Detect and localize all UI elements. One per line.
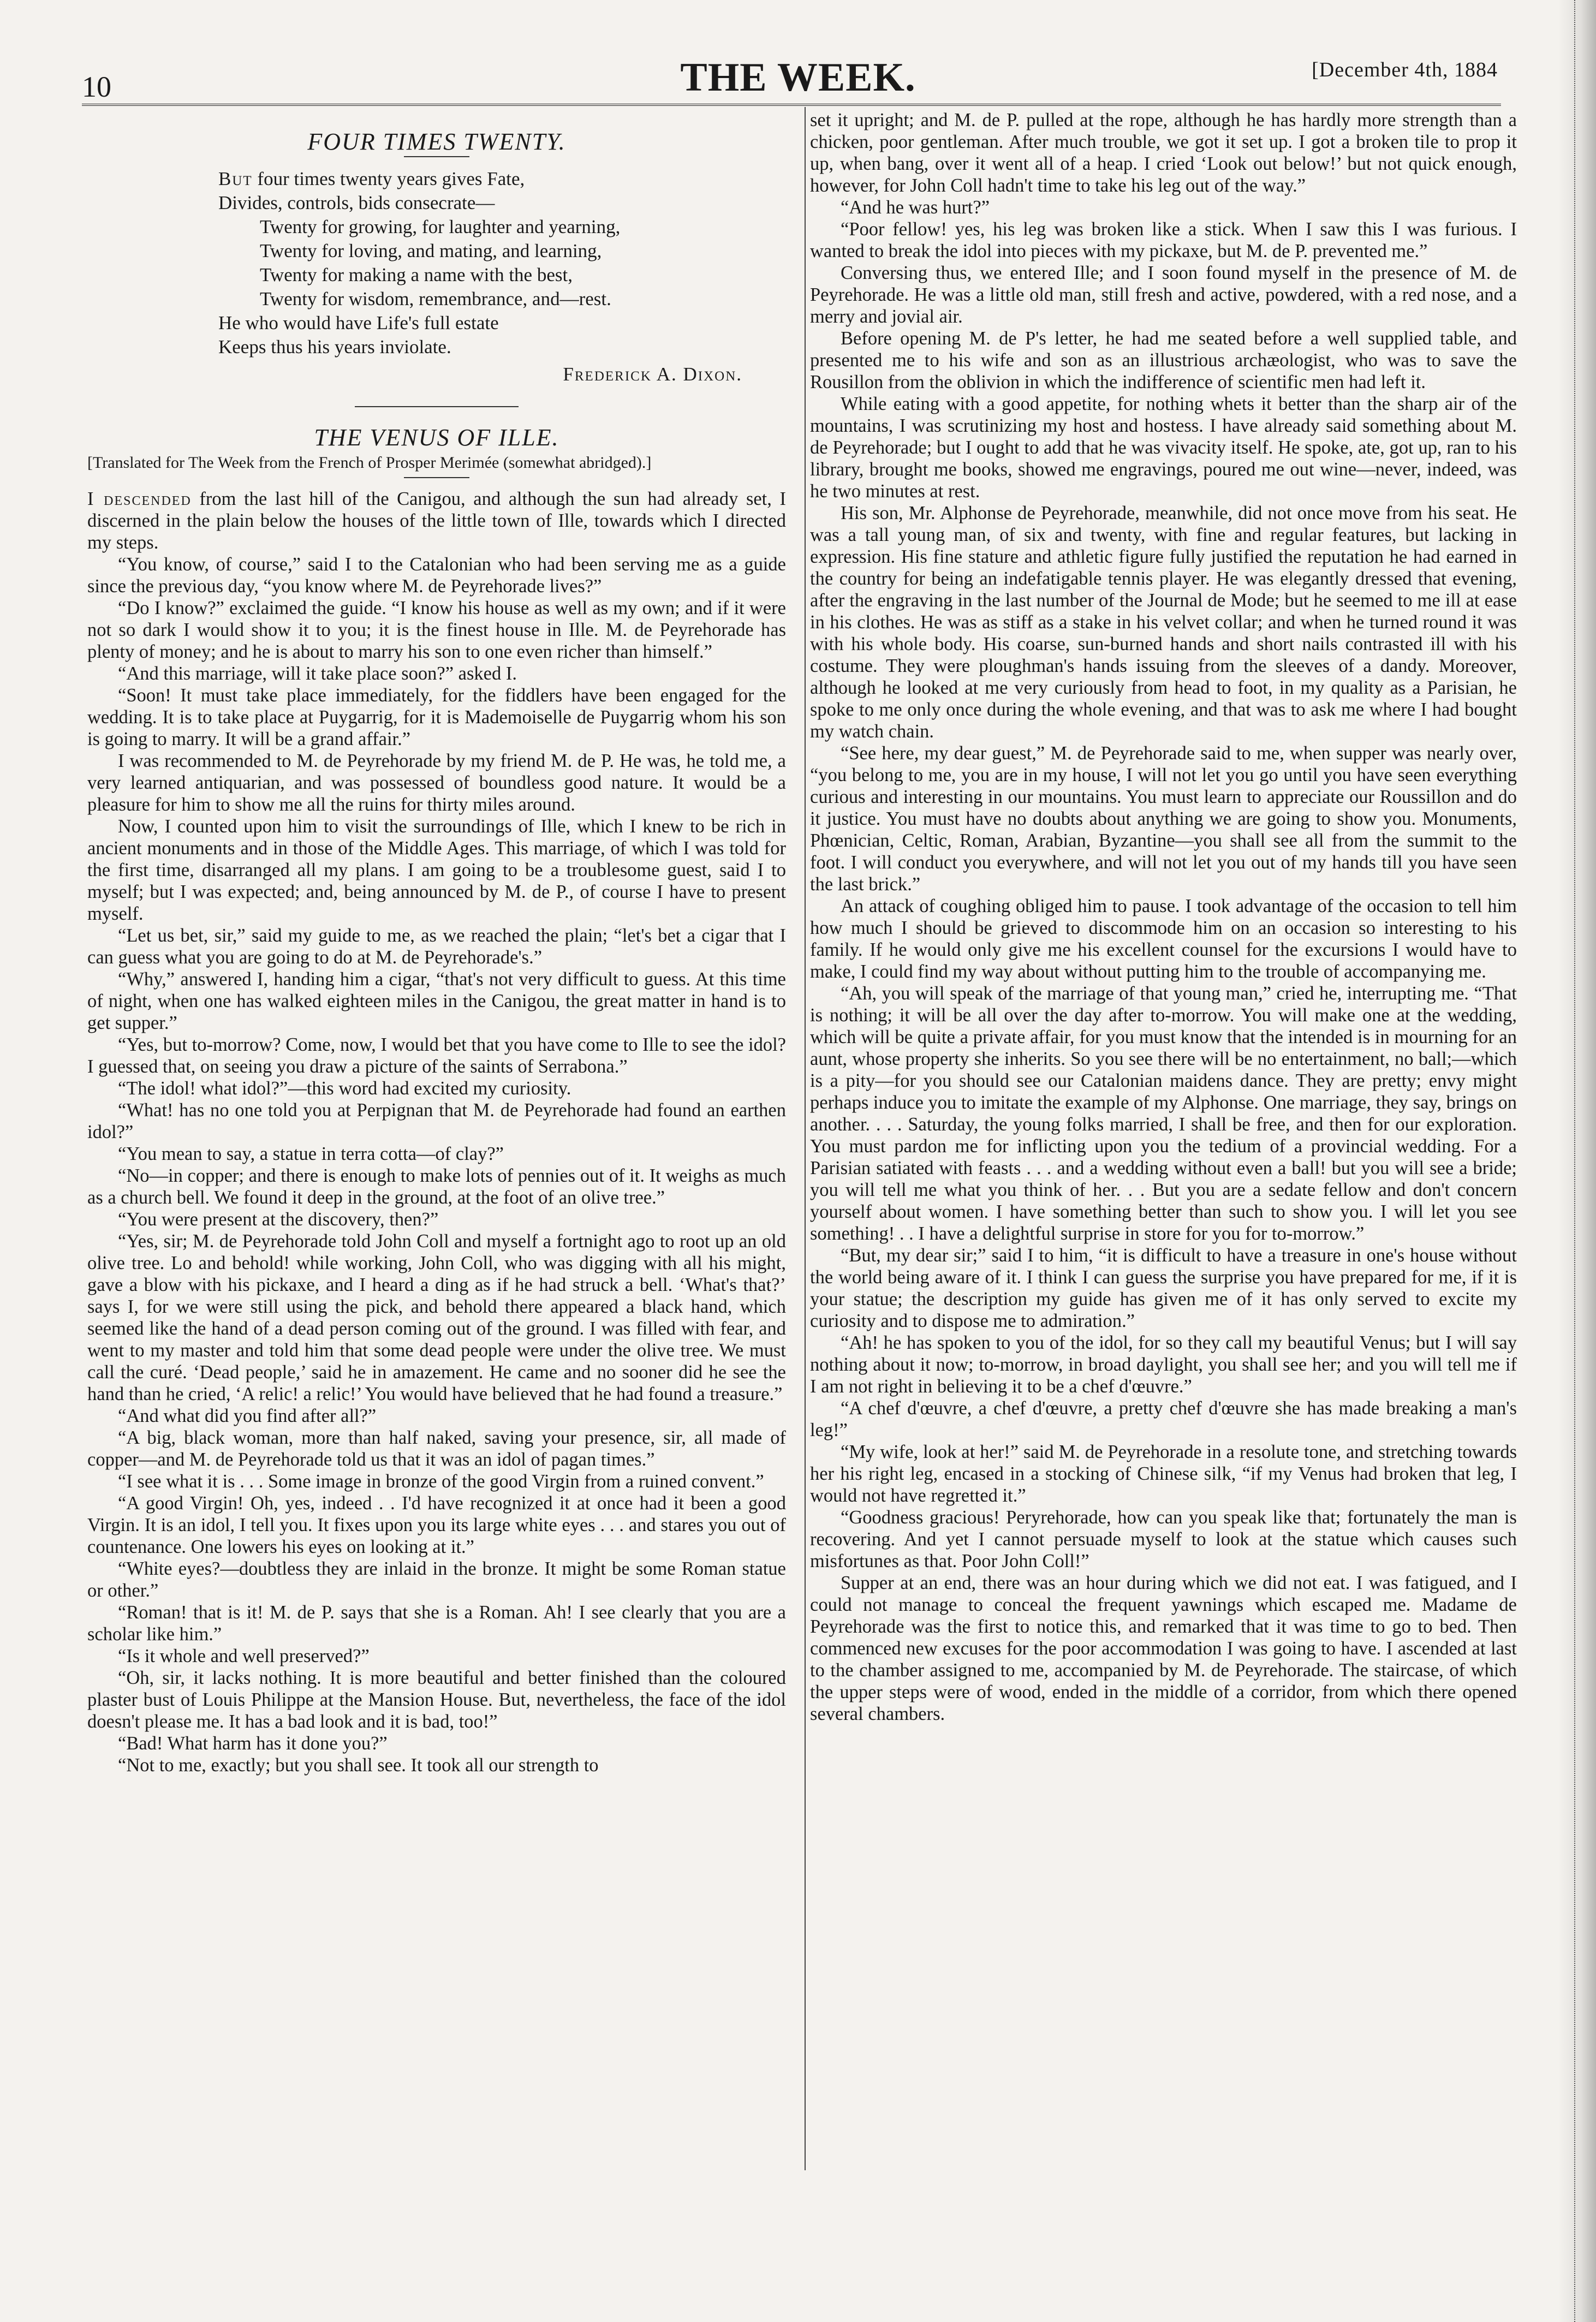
story-lead: I descended: [87, 489, 192, 509]
section-rule: [355, 406, 519, 407]
story-paragraph: “Not to me, exactly; but you shall see. It took all our strength to: [118, 1755, 599, 1776]
story-paragraph: Now, I counted upon him to visit the surroundings of Ille, which I knew to be rich in ancient monuments and in those of the Middle Ages. This marriage, of which I was told for the first time, disarranged all my plans. I am going to be a troublesome guest, said I to myself; but I was expected; and, being announced by M. de P., of course I have to present myself.: [87, 816, 786, 924]
poem-line: But four times twenty years gives Fate,: [218, 168, 525, 189]
story-paragraph: “The idol! what idol?”—this word had excited my curiosity.: [118, 1078, 571, 1099]
story-paragraph: “A good Virgin! Oh, yes, indeed . . I'd have recognized it at once had it been a good Virgin. It is an idol, I tell you. It fixes upon you its large white eyes . . . and stares you out of countenance. One lowers his eyes on looking at it.”: [87, 1493, 786, 1557]
story-paragraph: “A big, black woman, more than half naked, saving your presence, sir, all made of copper—and M. de Peyrehorade told us that it was an idol of pagan times.”: [87, 1427, 786, 1470]
story-right-body: [810, 109, 1517, 1725]
column-divider: [805, 107, 806, 2170]
story-paragraph: “Goodness gracious! Peryrehorade, how can you speak like that; fortunately the man is recovering. And yet I cannot persuade myself to look at the statue which causes such misfortunes as that. Poor John Coll!”: [810, 1507, 1517, 1571]
story-paragraph: “You mean to say, a statue in terra cotta—of clay?”: [118, 1144, 504, 1164]
poem-line: Twenty for wisdom, remembrance, and—rest.: [260, 288, 611, 309]
poem-line: Twenty for growing, for laughter and yearning,: [260, 216, 621, 237]
story-paragraph: “You know, of course,” said I to the Catalonian who had been serving me as a guide since the previous day, “you know where M. de Peyrehorade lives?”: [87, 554, 786, 597]
story-title: THE VENUS OF ILLE.: [314, 424, 559, 451]
binding-edge-line: [1574, 0, 1575, 2322]
story-paragraph: “Bad! What harm has it done you?”: [118, 1733, 388, 1754]
story-paragraph: “Soon! It must take place immediately, for the fiddlers have been engaged for the wedding. It is to take place at Puygarrig, for it is Mademoiselle de Puygarrig whom his son is going to marry. It will be a grand affair.”: [87, 685, 786, 749]
story-paragraph: “You were present at the discovery, then?”: [118, 1209, 439, 1230]
binding-shadow: [1558, 0, 1596, 2322]
dateline: [December 4th, 1884: [1312, 58, 1498, 81]
story-paragraph: “But, my dear sir;” said I to him, “it is difficult to have a treasure in one's house without the world being aware of it. I think I can guess the surprise you have prepared for me, if it is your statue; the description my guide has given me of it has only served to excite my curiosity and to dispose me to admiration.”: [810, 1245, 1517, 1331]
story-paragraph: “And what did you find after all?”: [118, 1406, 377, 1426]
poem-title: FOUR TIMES TWENTY.: [307, 128, 566, 155]
story-paragraph: “Let us bet, sir,” said my guide to me, as we reached the plain; “let's bet a cigar that I can guess what you are going to do at M. de Peyrehorade's.”: [87, 925, 786, 968]
title-rule: [404, 156, 469, 157]
story-left-body: [87, 488, 786, 1776]
story-lead-text: from the last hill of the Canigou, and although the sun had already set, I discerned in the plain below the houses of the little town of Ille, towards which I directed my steps.: [87, 489, 786, 553]
story-paragraph: “Do I know?” exclaimed the guide. “I know his house as well as my own; and if it were not so dark I would show it to you; it is the finest house in Ille. M. de Peyrehorade has plenty of money; and he is about to marry his son to one even richer than himself.”: [87, 598, 786, 662]
note-rule: [404, 477, 469, 478]
translator-note: [Translated for The Week from the French of Prosper Merimée (somewhat abridged).]: [87, 454, 652, 472]
story-paragraph: Supper at an end, there was an hour during which we did not eat. I was fatigued, and I could not manage to conceal the frequent yawnings which escaped me. Madame de Peyrehorade was the first to notice this, and remarked that it was time to go to bed. Then commenced new excuses for the poor accommodation I was going to have. I ascended at last to the chamber assigned to me, accompanied by M. de Peyrehorade. The staircase, of which the upper steps were of wood, ended in the middle of a corridor, from which there opened several chambers.: [810, 1573, 1517, 1724]
poem-line: He who would have Life's full estate: [218, 312, 499, 334]
story-paragraph: “See here, my dear guest,” M. de Peyrehorade said to me, when supper was nearly over, “you belong to me, you are in my house, I will not let you go until you have seen everything curious and interesting in our mountains. You must learn to appreciate our Roussillon and do it justice. You must have no doubts about anything we are going to show you. Monuments, Phœnician, Celtic, Roman, Arabian, Byzantine—you shall see all from the summit to the foot. I will conduct you everywhere, and will not let you out of my hands till you have seen the last brick.”: [810, 743, 1517, 895]
poem-author: Frederick A. Dixon.: [563, 364, 742, 385]
header-rule: [82, 104, 1501, 106]
poem-line: Twenty for making a name with the best,: [260, 264, 573, 285]
story-paragraph: “And he was hurt?”: [841, 197, 990, 218]
story-paragraph: His son, Mr. Alphonse de Peyrehorade, meanwhile, did not once move from his seat. He was a tall young man, of six and twenty, with fine and regular features, but lacking in expression. His fine stature and athletic figure fully justified the reputation he had earned in the country for being an indefatigable tennis player. He was elegantly dressed that evening, after the engraving in the last number of the Journal de Mode; but he seemed to me ill at ease in his clothes. He was as stiff as a stake in his velvet collar; and when he turned round it was with his whole body. His coarse, sun-burned hands and short nails contrasted ill with his costume. They were ploughman's hands issuing from the sleeves of a dandy. Moreover, although he looked at me very curiously from head to foot, in my quality as a Parisian, he spoke to me only once during the whole evening, and that was to ask me where I had bought my watch chain.: [810, 503, 1517, 742]
poem-line: Keeps thus his years inviolate.: [218, 336, 451, 358]
poem-line: Divides, controls, bids consecrate—: [218, 192, 495, 213]
story-paragraph: “Roman! that is it! M. de P. says that she is a Roman. Ah! I see clearly that you are a scholar like him.”: [87, 1602, 786, 1645]
story-paragraph: “A chef d'œuvre, a chef d'œuvre, a pretty chef d'œuvre she has made breaking a man's leg!”: [810, 1398, 1517, 1440]
story-paragraph: “Is it whole and well preserved?”: [118, 1646, 370, 1666]
story-paragraph: “I see what it is . . . Some image in bronze of the good Virgin from a ruined convent.”: [118, 1471, 764, 1492]
story-paragraph: “And this marriage, will it take place soon?” asked I.: [118, 663, 517, 684]
story-paragraph: [87, 488, 786, 553]
story-paragraph: “Ah! he has spoken to you of the idol, for so they call my beautiful Venus; but I will say nothing about it now; to-morrow, in broad daylight, you shall see her; and you will tell me if I am not right in believing it to be a chef d'œuvre.”: [810, 1332, 1517, 1397]
poem-body: [218, 167, 786, 359]
story-paragraph: “Yes, sir; M. de Peyrehorade told John Coll and myself a fortnight ago to root up an old olive tree. Lo and behold! while working, John Coll, who was digging with all his might, gave a blow with his pickaxe, and I heard a ding as if he had struck a bell. ‘What's that?’ says I, for we were still using the pick, and behold there appeared a black hand, which seemed like the hand of a dead person coming out of the ground. I was filled with fear, and went to my master and told him that some dead people were under the olive tree. We must call the curé. ‘Dead people,’ said he in amazement. He came and no sooner did he see the hand than he cried, ‘A relic! a relic!’ You would have believed that he had found a treasure.”: [87, 1231, 786, 1404]
story-paragraph: “Poor fellow! yes, his leg was broken like a stick. When I saw this I was furious. I wanted to break the idol into pieces with my pickaxe, but M. de P. prevented me.”: [810, 219, 1517, 261]
story-paragraph: “What! has no one told you at Perpignan that M. de Peyrehorade had found an earthen idol?”: [87, 1100, 786, 1142]
page-number: 10: [82, 70, 111, 103]
story-paragraph: “Yes, but to-morrow? Come, now, I would bet that you have come to Ille to see the idol? I guessed that, on seeing you draw a picture of the saints of Serrabona.”: [87, 1034, 786, 1077]
story-paragraph: set it upright; and M. de P. pulled at the rope, although he has hardly more strength than a chicken, poor gentleman. After much trouble, we got it set up. I got a broken tile to prop it up, when bang, over it went all of a heap. I cried ‘Look out below!’ but not quick enough, however, for John Coll hadn't time to take his leg out of the way.”: [810, 110, 1517, 196]
left-column: [87, 123, 786, 1776]
story-paragraph: Before opening M. de P's letter, he had me seated before a well supplied table, and presented me to his wife and son as an illustrious archæologist, who was to save the Rousillon from the oblivion in which the indifference of scientific men had left it.: [810, 328, 1517, 392]
story-paragraph: “Why,” answered I, handing him a cigar, “that's not very difficult to guess. At this time of night, when one has walked eighteen miles in the Canigou, the great matter in hand is to get supper.”: [87, 969, 786, 1033]
story-paragraph: “My wife, look at her!” said M. de Peyrehorade in a resolute tone, and stretching towards her his right leg, encased in a stocking of Chinese silk, “if my Venus had broken that leg, I would not have regretted it.”: [810, 1442, 1517, 1506]
masthead-title: THE WEEK.: [680, 55, 916, 100]
story-paragraph: “No—in copper; and there is enough to make lots of pennies out of it. It weighs as much as a church bell. We found it deep in the ground, at the foot of an olive tree.”: [87, 1165, 786, 1208]
story-paragraph: While eating with a good appetite, for nothing whets it better than the sharp air of the mountains, I was scrutinizing my host and hostess. I have already said something about M. de Peyrehorade; but I ought to add that he was vivacity itself. He spoke, ate, got up, ran to his library, brought me books, showed me engravings, poured me out wine—never, indeed, was he two minutes at rest.: [810, 394, 1517, 502]
story-paragraph: “White eyes?—doubtless they are inlaid in the bronze. It might be some Roman statue or other.”: [87, 1558, 786, 1601]
story-paragraph: “Oh, sir, it lacks nothing. It is more beautiful and better finished than the coloured plaster bust of Louis Philippe at the Mansion House. But, nevertheless, the face of the idol doesn't please me. It has a bad look and it is bad, too!”: [87, 1668, 786, 1732]
story-paragraph: An attack of coughing obliged him to pause. I took advantage of the occasion to tell him how much I should be grieved to discommode him on an occasion so interesting to his family. If he would only give me his excellent counsel for the excursions I would have to make, I could find my way about without putting him to the trouble of accompanying me.: [810, 896, 1517, 982]
poem-line: Twenty for loving, and mating, and learning,: [260, 240, 602, 261]
story-paragraph: Conversing thus, we entered Ille; and I soon found myself in the presence of M. de Peyrehorade. He was a little old man, still fresh and active, powdered, with a red nose, and a merry and jovial air.: [810, 263, 1517, 327]
poem-lead: But: [218, 168, 253, 189]
story-paragraph: I was recommended to M. de Peyrehorade by my friend M. de P. He was, he told me, a very learned antiquarian, and was possessed of boundless good nature. It would be a pleasure for him to show me all the ruins for thirty miles around.: [87, 751, 786, 815]
right-column: [810, 109, 1517, 1725]
story-paragraph: “Ah, you will speak of the marriage of that young man,” cried he, interrupting me. “That is nothing; it will be all over the day after to-morrow. You will make one at the wedding, which will be quite a private affair, for you must know that the intended is in mourning for an aunt, whose property she inherits. So you see there will be no entertainment, no ball;—which is a pity—for you should see our Catalonian maidens dance. They are pretty; envy might perhaps induce you to imitate the example of my Alphonse. One marriage, they say, brings on another. . . . Saturday, the young folks married, I shall be free, and then for our exploration. You must pardon me for inflicting upon you the tedium of a provincial wedding. For a Parisian satiated with feasts . . . and a wedding without even a ball! but you will see a bride; you will tell me what you think of her. . . But you are a sedate fellow and don't concern yourself about women. I have something better than such to show you. I will let you see something! . . I have a delightful surprise in store for you for to-morrow.”: [810, 983, 1517, 1244]
